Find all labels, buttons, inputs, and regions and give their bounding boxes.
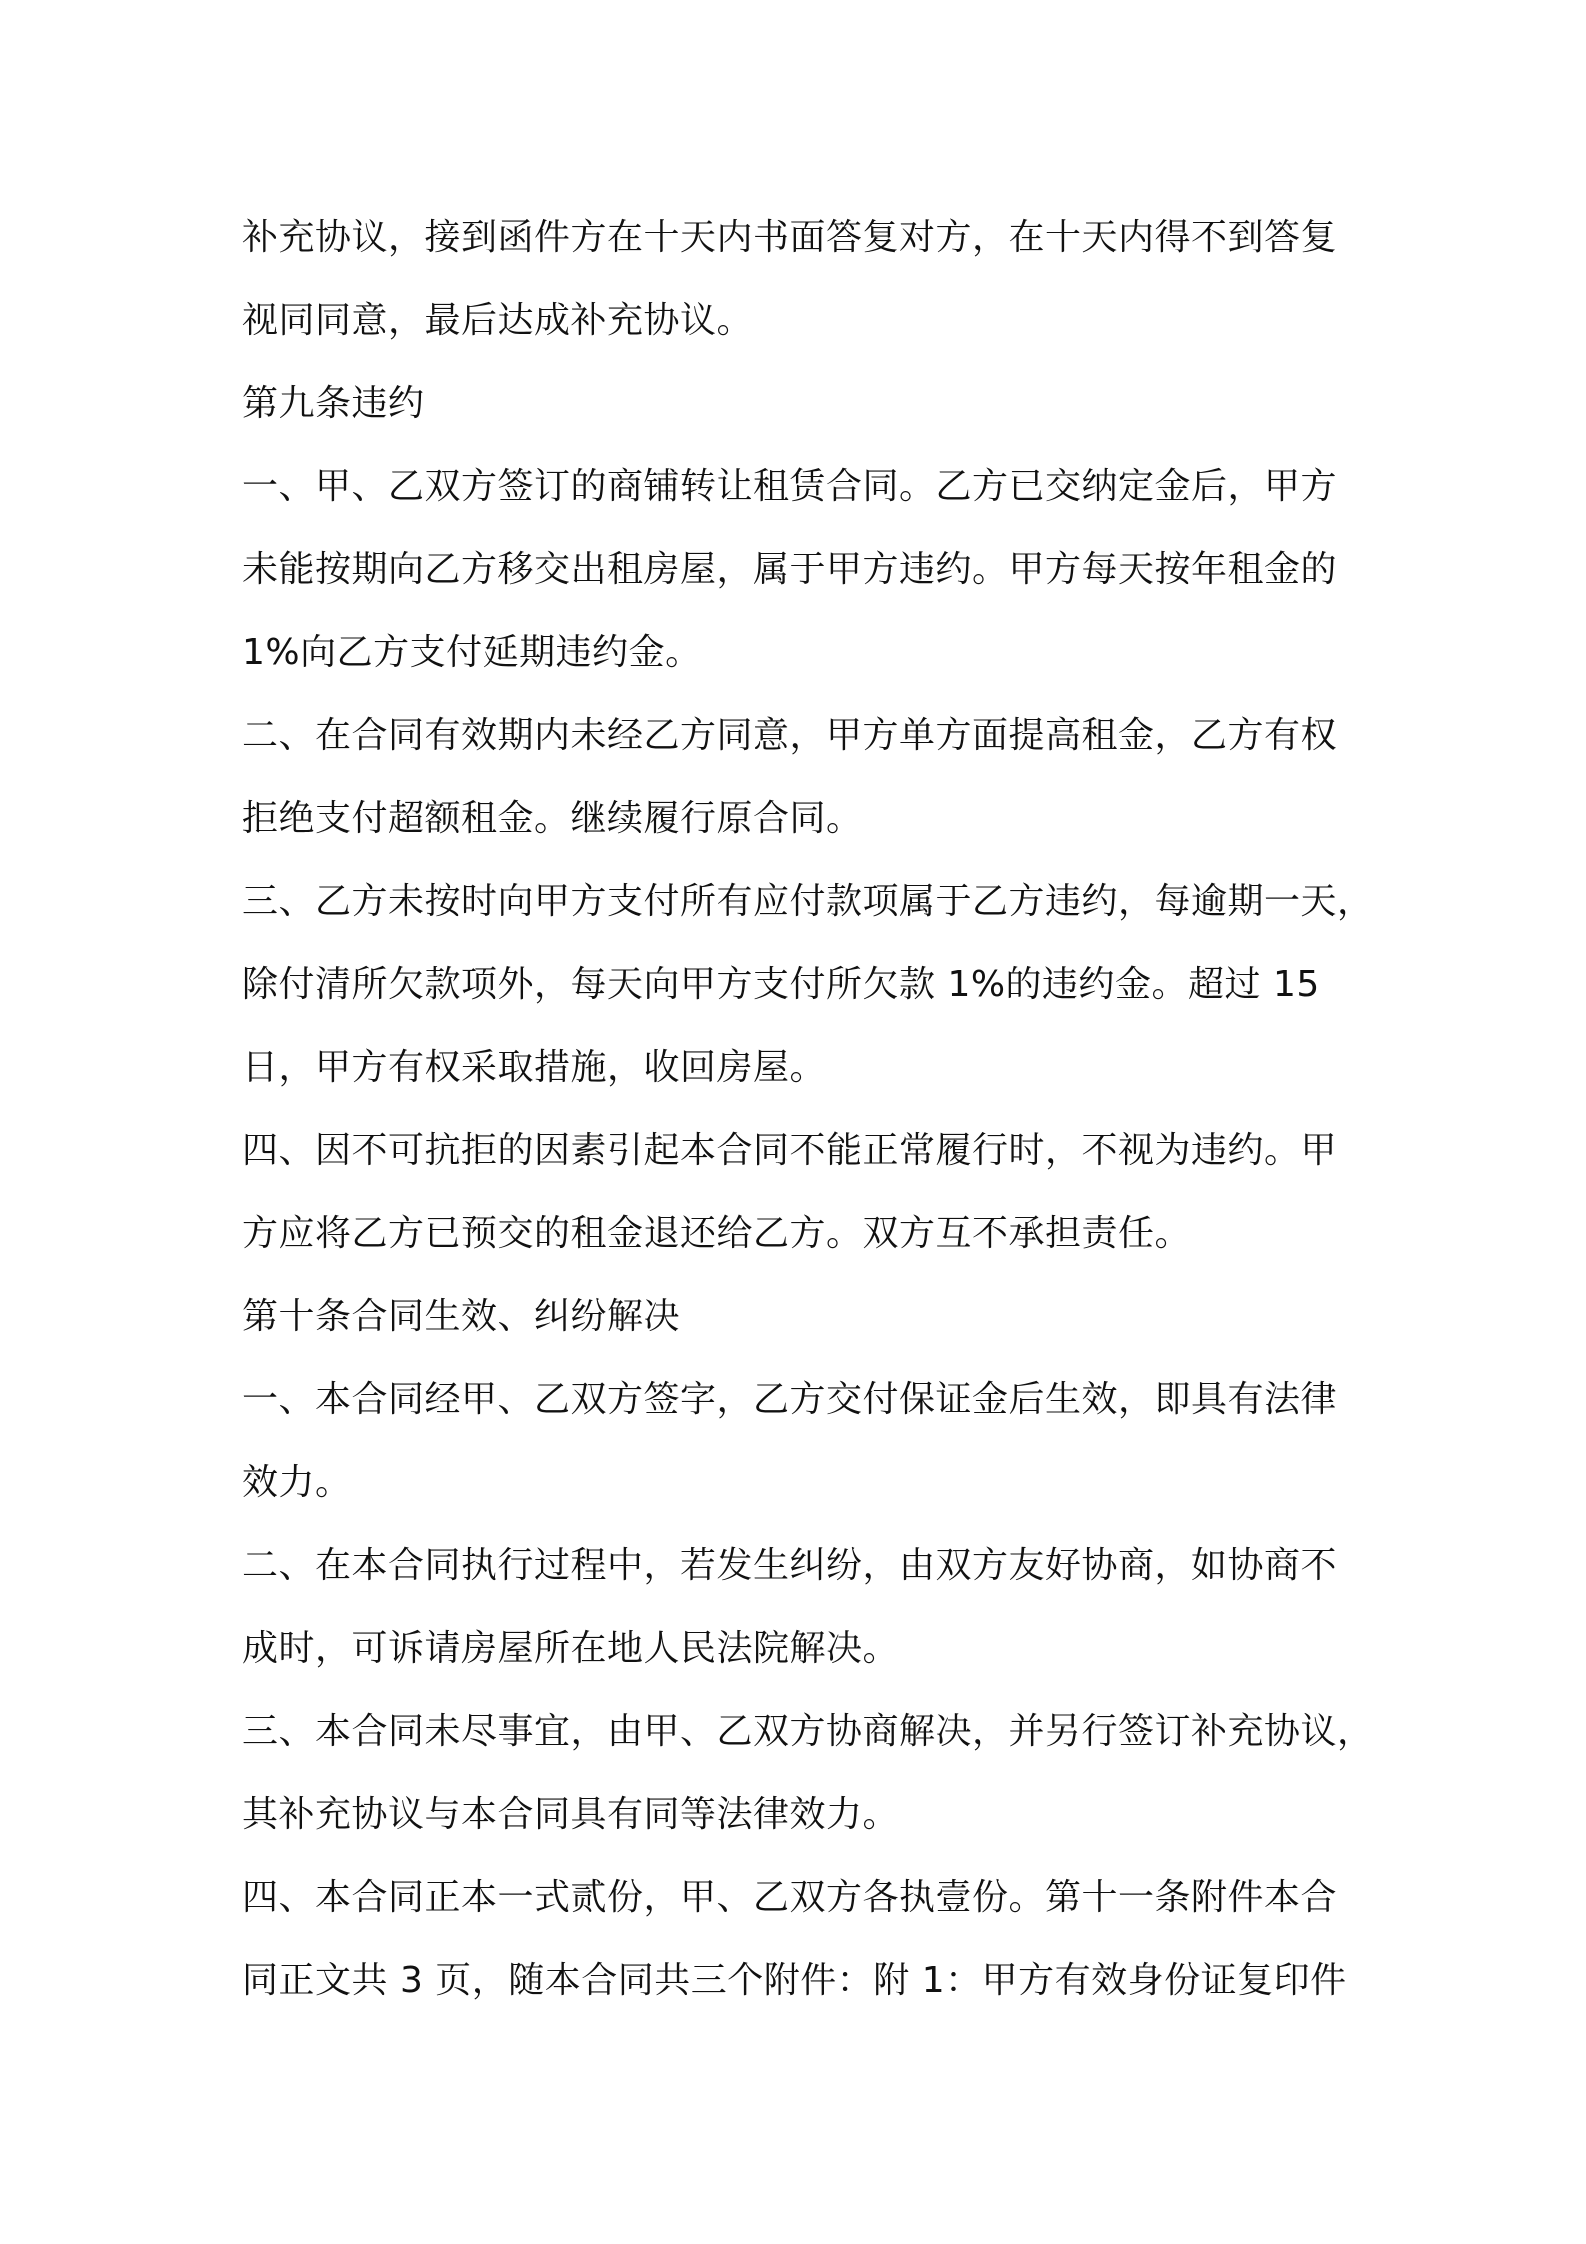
text-line-17: 二、在本合同执行过程中，若发生纠纷，由双方友好协商，如协商不 <box>242 1545 1338 1586</box>
text-line-9: 三、乙方未按时向甲方支付所有应付款项属于乙方违约，每逾期一天， <box>242 881 1374 922</box>
text-line-11: 日，甲方有权采取措施，收回房屋。 <box>242 1047 827 1088</box>
text-line-19: 三、本合同未尽事宜，由甲、乙双方协商解决，并另行签订补充协议， <box>242 1711 1374 1752</box>
text-line-4: 一、甲、乙双方签订的商铺转让租赁合同。乙方已交纳定金后，甲方 <box>242 466 1338 507</box>
text-line-8: 拒绝支付超额租金。继续履行原合同。 <box>242 798 863 839</box>
text-line-16: 效力。 <box>242 1462 352 1503</box>
text-line-1: 补充协议，接到函件方在十天内书面答复对方，在十天内得不到答复 <box>242 217 1338 258</box>
text-line-22: 同正文共 3 页，随本合同共三个附件：附 1：甲方有效身份证复印件 <box>242 1960 1347 2001</box>
text-line-12: 四、因不可抗拒的因素引起本合同不能正常履行时，不视为违约。甲 <box>242 1130 1338 1171</box>
text-line-13: 方应将乙方已预交的租金退还给乙方。双方互不承担责任。 <box>242 1213 1192 1254</box>
text-line-6: 1%向乙方支付延期违约金。 <box>242 632 702 673</box>
text-line-21: 四、本合同正本一式贰份，甲、乙双方各执壹份。第十一条附件本合 <box>242 1877 1338 1918</box>
text-line-15: 一、本合同经甲、乙双方签字，乙方交付保证金后生效，即具有法律 <box>242 1379 1338 1420</box>
text-line-5: 未能按期向乙方移交出租房屋，属于甲方违约。甲方每天按年租金的 <box>242 549 1338 590</box>
article-9-heading: 第九条违约 <box>242 383 425 424</box>
text-line-2: 视同同意，最后达成补充协议。 <box>242 300 754 341</box>
text-line-7: 二、在合同有效期内未经乙方同意，甲方单方面提高租金，乙方有权 <box>242 715 1338 756</box>
article-10-heading: 第十条合同生效、纠纷解决 <box>242 1296 681 1337</box>
contract-body-text <box>242 196 1374 2022</box>
text-line-20: 其补充协议与本合同具有同等法律效力。 <box>242 1794 900 1835</box>
text-line-10: 除付清所欠款项外，每天向甲方支付所欠款 1%的违约金。超过 15 <box>242 964 1320 1005</box>
text-line-18: 成时，可诉请房屋所在地人民法院解决。 <box>242 1628 900 1669</box>
